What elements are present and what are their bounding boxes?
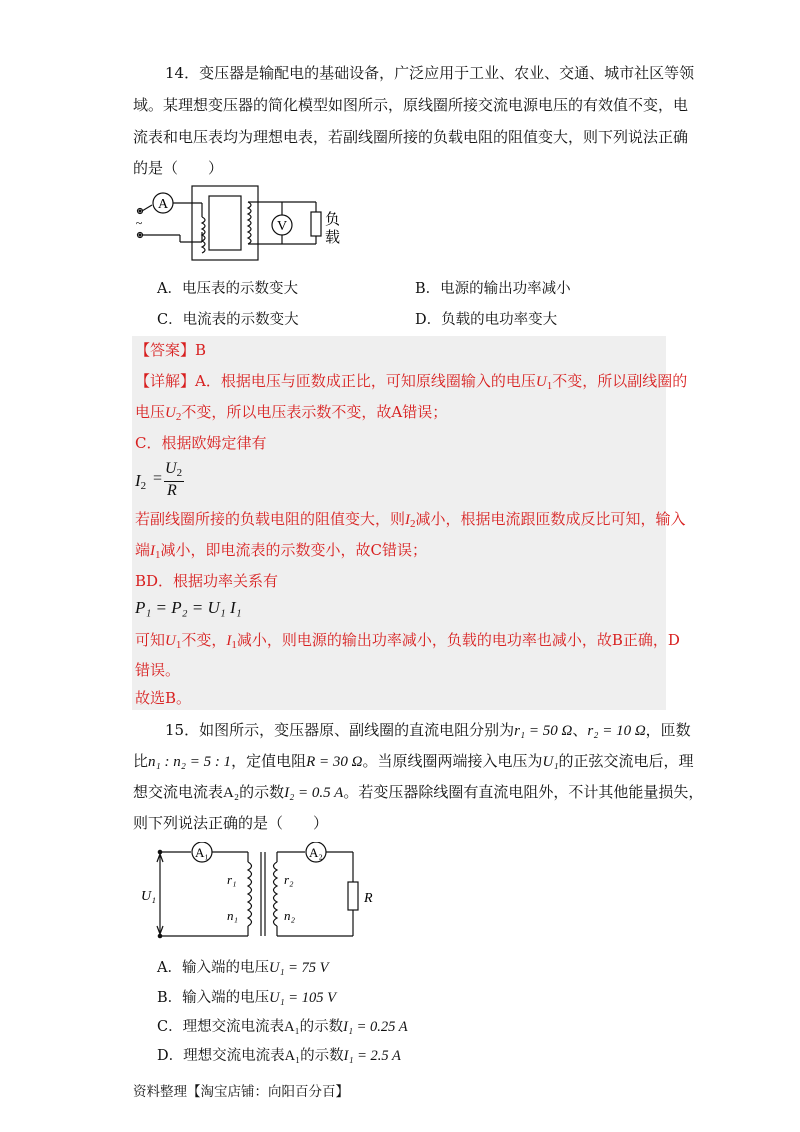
q15-text: 比 xyxy=(133,752,149,770)
ac-source-symbol: ~ xyxy=(135,216,143,230)
detail-text: 减小，即电流表的示数变小，故C错误； xyxy=(160,541,427,559)
symbol-u2: $U_2$ xyxy=(165,405,182,423)
detail-text: 电压 xyxy=(135,403,166,421)
option-expression: U₁ = 75 V xyxy=(268,960,329,976)
load-label-1: 负 xyxy=(325,212,341,228)
q15-text: 的示数 xyxy=(239,783,285,801)
detail-line-a1 xyxy=(135,371,687,396)
detail-text: 端 xyxy=(135,541,151,559)
q15-r1: r₁ = 50 Ω xyxy=(514,723,573,739)
option-text: C．理想交流电流表 xyxy=(157,1019,285,1035)
symbol-i1: $I_1$ xyxy=(150,543,161,561)
r1-label: r₁ xyxy=(227,872,237,887)
n2-label: n₂ xyxy=(284,908,296,923)
option-text: 的示数 xyxy=(299,1019,344,1035)
q14-option-d[interactable]: D．负载的电功率变大 xyxy=(415,312,558,328)
detail-text: 减小，则电源的输出功率减小，负载的电功率也减小，故B正确，D xyxy=(236,631,680,649)
option-expression: I₁ = 0.25 A xyxy=(343,1019,408,1035)
q15-option-b[interactable] xyxy=(157,988,336,1008)
q15-text: 。当原线圈两端接入电压为 xyxy=(362,752,543,770)
q15-text: 。若变压器除线圈有直流电阻外，不计其他能量损失， xyxy=(343,783,704,801)
answer-label: 【答案】 xyxy=(135,341,196,359)
option-text: 的示数 xyxy=(300,1048,344,1064)
symbol-i1: $I_1$ xyxy=(226,633,237,651)
detail-line-c2 xyxy=(135,509,686,534)
q15-a2: A₂ xyxy=(223,785,240,801)
detail-line-bd2 xyxy=(135,630,680,655)
detail-line-bd3: 错误。 xyxy=(135,661,181,679)
option-expression: U₁ = 105 V xyxy=(269,990,336,1006)
ammeter-a1-label: A₁ xyxy=(195,845,209,860)
detail-text: 不变，所以副线圈的 xyxy=(552,372,688,390)
u1-label: U₁ xyxy=(141,889,156,904)
q15-text: ，定值电阻 xyxy=(231,752,307,770)
detail-text: 不变，所以电压表示数不变，故A错误； xyxy=(181,403,448,421)
q15-option-d[interactable] xyxy=(157,1046,401,1066)
source-terminal-bottom xyxy=(139,234,142,237)
q15-option-a[interactable] xyxy=(157,958,329,978)
detail-text: 不变， xyxy=(181,631,227,649)
q15-text: 的正弦交流电后，理 xyxy=(558,752,694,770)
q14-option-b[interactable]: B．电源的输出功率减小 xyxy=(415,281,571,297)
detail-label: 【详解】 xyxy=(135,372,196,390)
q14-line-3: 流表和电压表均为理想电表，若副线圈所接的负载电阻的阻值变大，则下列说法正确 xyxy=(133,128,689,146)
q15-text: 、 xyxy=(572,721,588,739)
q14-option-c[interactable]: C．电流表的示数变大 xyxy=(157,312,299,328)
n1-label: n₁ xyxy=(227,908,239,923)
q15-text: 想交流电流表 xyxy=(133,783,224,801)
detail-c-intro: C．根据欧姆定律有 xyxy=(135,434,267,452)
answer-value: B xyxy=(195,341,207,359)
source-terminal-top xyxy=(139,210,142,213)
q14-line-1: 14．变压器是输配电的基础设备，广泛应用于工业、农业、交通、城市社区等领 xyxy=(165,64,695,82)
detail-text: 减小，根据电流跟匝数成反比可知，输入 xyxy=(415,510,686,528)
q15-u1: U₁ xyxy=(542,754,559,770)
detail-text: A．根据电压与匝数成正比，可知原线圈输入的电压 xyxy=(195,372,536,390)
detail-line-a2 xyxy=(135,402,447,427)
q15-circuit-diagram xyxy=(135,842,380,942)
q15-line-3 xyxy=(133,782,703,803)
q14-circuit-diagram xyxy=(130,182,360,264)
ohm-law-formula: $I_2$ = $U_2$ R xyxy=(135,460,183,499)
voltmeter-label: V xyxy=(276,219,288,234)
answer-line xyxy=(135,340,206,360)
q14-line-2: 域。某理想变压器的简化模型如图所示，原线圈所接交流电源电压的有效值不变，电 xyxy=(133,96,689,114)
option-text: D．理想交流电流表 xyxy=(157,1048,285,1064)
page-footer: 资料整理【淘宝店铺：向阳百分百】 xyxy=(133,1084,349,1100)
q15-option-c[interactable] xyxy=(157,1017,408,1037)
option-expression: I₁ = 2.5 A xyxy=(343,1048,401,1064)
q15-line-2 xyxy=(133,751,694,772)
q15-turns-ratio: n₁ : n₂ = 5 : 1 xyxy=(148,754,232,770)
option-text: B．输入端的电压 xyxy=(157,990,270,1006)
ammeter-a2-label: A₂ xyxy=(309,845,323,860)
q15-text: 15．如图所示，变压器原、副线圈的直流电阻分别为 xyxy=(165,721,515,739)
option-meter: A₁ xyxy=(284,1048,301,1064)
r2-label: r₂ xyxy=(284,872,294,887)
detail-text: 若副线圈所接的负载电阻的阻值变大，则 xyxy=(135,510,406,528)
q15-resistor: R = 30 Ω xyxy=(306,754,363,770)
option-text: A．输入端的电压 xyxy=(157,960,269,976)
detail-line-c3 xyxy=(135,540,427,565)
input-terminal-bottom xyxy=(158,934,163,939)
detail-text: 可知 xyxy=(135,631,166,649)
q15-r2: r₂ = 10 Ω xyxy=(587,723,646,739)
q14-line-4: 的是（ ） xyxy=(133,159,224,177)
symbol-u1: $U_1$ xyxy=(165,633,182,651)
q15-text: ，匝数 xyxy=(645,721,691,739)
q15-i2: I₂ = 0.5 A xyxy=(284,785,344,801)
load-label-2: 载 xyxy=(325,230,341,246)
input-terminal-top xyxy=(158,850,163,855)
power-formula: P₁ = P₂ = U₁ I₁ xyxy=(135,598,242,617)
q15-line-4: 则下列说法正确的是（ ） xyxy=(133,814,329,832)
q15-line-1 xyxy=(165,720,691,741)
conclusion: 故选B。 xyxy=(135,689,192,707)
q14-option-a[interactable]: A．电压表的示数变大 xyxy=(157,281,298,297)
symbol-u1: $U_1$ xyxy=(535,374,553,392)
symbol-i2: $I_2$ xyxy=(405,512,416,530)
ammeter-label: A xyxy=(157,197,169,212)
option-meter: A₁ xyxy=(284,1019,300,1035)
resistor-r-label: R xyxy=(364,891,373,906)
detail-bd-intro: BD．根据功率关系有 xyxy=(135,572,279,590)
